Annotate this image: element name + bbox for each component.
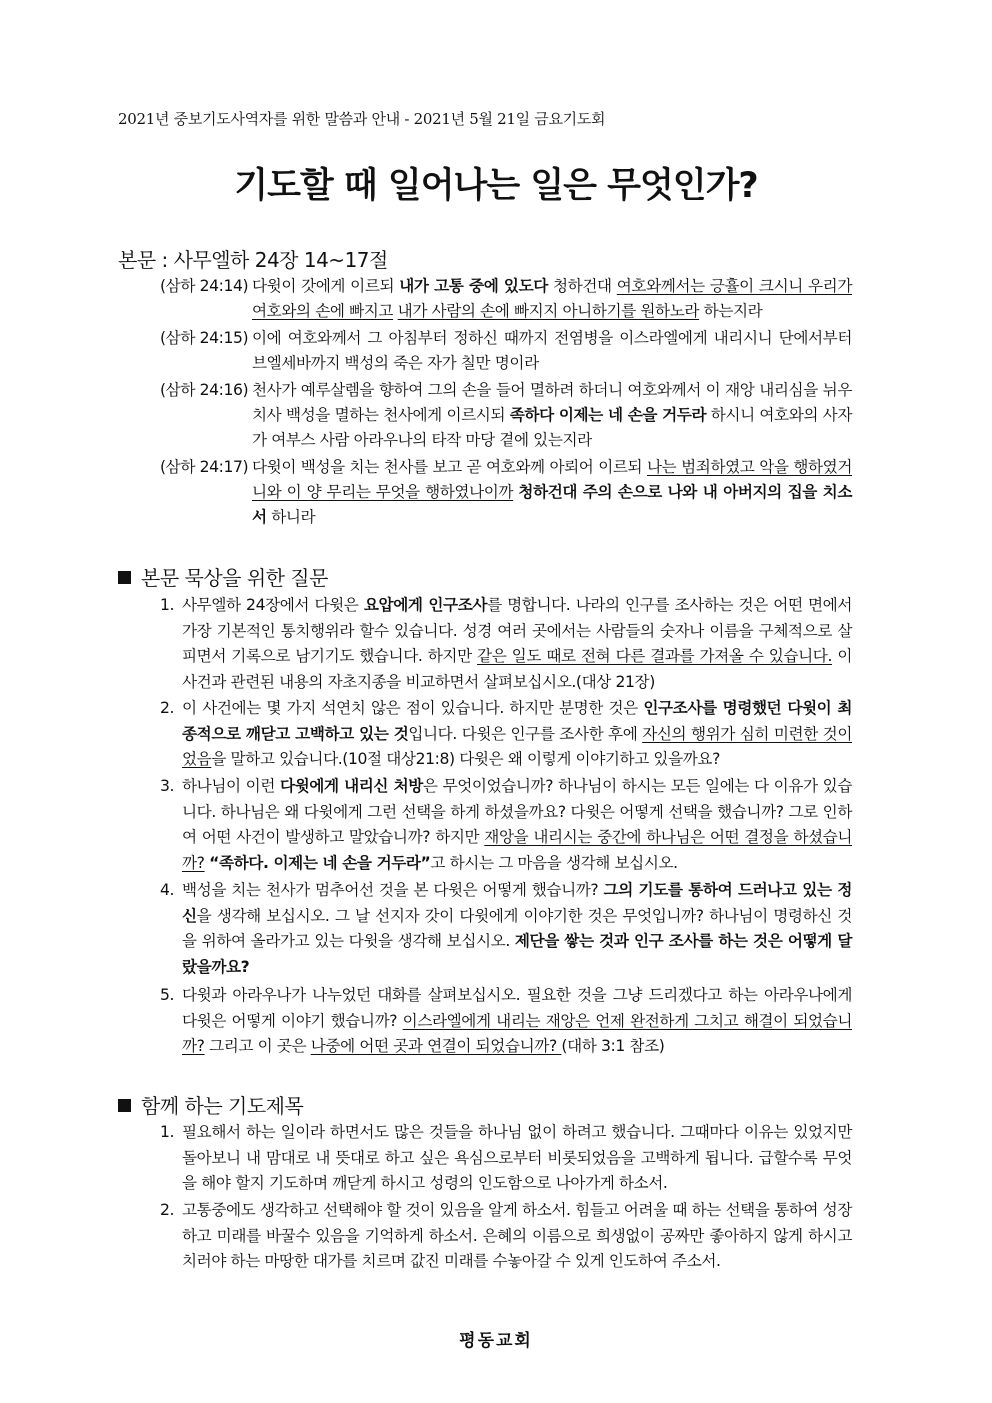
underlined-text: 재앙을 내리시는 중간에 하나님은 어떤 결정을 하셨습니까? — [182, 828, 852, 872]
question-3 — [160, 774, 852, 876]
underlined-text: 나는 범죄하였고 악을 행하였거니와 이 양 무리는 무엇을 행하였나이까 — [252, 458, 852, 501]
text-run: 다윗이 갓에게 이르되 — [252, 277, 400, 295]
bold-text: 다윗에게 내리신 처방 — [279, 777, 423, 795]
item-number: 2. — [160, 699, 175, 717]
verse-ref: (삼하 24:14) — [160, 277, 249, 295]
verse-text — [252, 378, 852, 453]
underlined-text: 여호와께서는 긍휼이 크시니 우리가 여호와의 손에 빠지고 — [252, 277, 852, 320]
text-run: 청하건대 — [547, 277, 617, 295]
bold-text: 내가 고통 중에 있도다 — [399, 277, 548, 295]
verse-24-14 — [160, 274, 852, 324]
page-title: 기도할 때 일어나는 일은 무엇인가? — [234, 166, 758, 206]
text-run: 천사가 예루살렘을 향하여 그의 손을 들어 멸하려 하더니 여호와께서 이 재앙 내리심을 뉘우치사 백성을 멸하는 천사에게 이르시되 — [252, 381, 852, 424]
text-run: 고 하시는 그 마음을 생각해 보십시오. — [430, 853, 678, 872]
item-text — [182, 774, 852, 876]
bold-text: “족하다. 이제는 네 손을 거두라” — [209, 853, 431, 872]
text-run: 다윗이 백성을 치는 천사를 보고 곧 여호와께 아뢰어 이르되 — [252, 458, 647, 476]
question-4 — [160, 878, 852, 980]
item-text — [182, 983, 852, 1060]
item-text — [182, 1198, 852, 1275]
text-run: 그리고 이 곳은 — [204, 1037, 311, 1055]
question-1 — [160, 593, 852, 695]
text-run: 이 사건과 관련된 내용의 자초지종을 비교하면서 살펴보십시오.(대상 21장) — [182, 647, 852, 691]
text-run: 고통중에도 생각하고 선택해야 할 것이 있음을 알게 하소서. 힘들고 어려울 때 하는 선택을 통하여 성장하고 미래를 바꿀수 있음을 기억하게 하소서. 은혜의 이름으로 희생없이 공짜만 좋아하지 않게 하시고 치러야 하는 마땅한 대가를 치르며 값진 미래를 수놓아갈 수 있게 인도하여 주소서. — [182, 1201, 852, 1270]
prayers-heading-label: 함께 하는 기도제목 — [141, 1094, 304, 1118]
prayers-heading — [118, 1090, 303, 1119]
underlined-text: 같은 일도 때로 전혀 다른 결과를 가져올 수 있습니다. — [477, 647, 833, 665]
verse-24-17 — [160, 455, 852, 530]
scripture-heading: 본문 : 사무엘하 24장 14~17절 — [118, 248, 388, 272]
verse-24-15 — [160, 326, 852, 376]
item-text — [182, 696, 852, 773]
underlined-text: 이스라엘에게 내리는 재앙은 언제 완전하게 그치고 해결이 되었습니까? — [182, 1011, 852, 1055]
item-number: 1. — [160, 596, 175, 614]
questions-heading — [118, 562, 328, 591]
verse-ref: (삼하 24:15) — [160, 329, 249, 347]
bold-text: 인구조사를 명령했던 다윗이 최종적으로 깨닫고 고백하고 있는 것 — [182, 699, 852, 743]
item-number: 2. — [160, 1201, 175, 1219]
text-run: 하시니 여호와의 사자가 여부스 사람 아라우나의 타작 마당 곁에 있는지라 — [252, 406, 852, 449]
text-run: 을 말하고 있습니다.(10절 대상21:8) 다윗은 왜 이렇게 이야기하고 있을까요? — [211, 750, 720, 768]
item-text — [182, 878, 852, 980]
underlined-text: 자신의 행위가 심히 미련한 것이었음 — [182, 724, 852, 768]
verse-text — [252, 274, 852, 324]
item-number: 1. — [160, 1123, 175, 1141]
item-text — [182, 1120, 852, 1197]
text-run: 이에 여호와께서 그 아침부터 정하신 때까지 전염병을 이스라엘에게 내리시니 단에서부터 브엘세바까지 백성의 죽은 자가 칠만 명이라 — [252, 329, 852, 372]
bold-text: 청하건대 주의 손으로 나와 내 아버지의 집을 치소서 — [252, 483, 852, 526]
text-run: 을 생각해 보십시오. 그 날 선지자 갓이 다윗에게 이야기한 것은 무엇입니까? 하나님이 명령하신 것을 위하여 올라가고 있는 다윗을 생각해 보십시오. — [182, 906, 852, 950]
question-2 — [160, 696, 852, 773]
verse-text — [252, 455, 852, 530]
questions-heading-label: 본문 묵상을 위한 질문 — [141, 566, 328, 590]
text-run: 사무엘하 24장에서 다윗은 — [182, 596, 364, 614]
bold-text: 요압에게 인구조사 — [363, 596, 488, 614]
item-number: 3. — [160, 777, 175, 795]
prayer-2 — [160, 1198, 852, 1275]
square-bullet-icon — [118, 571, 131, 584]
bold-text: 제단을 쌓는 것과 인구 조사를 하는 것은 어떻게 달랐을까요? — [182, 932, 852, 976]
text-run: 필요해서 하는 일이라 하면서도 많은 것들을 하나님 없이 하려고 했습니다. 그때마다 이유는 있었지만 돌아보니 내 맘대로 내 뜻대로 하고 싶은 욕심으로부터 비롯되었음을 고백하게 됩니다. 급할수록 무엇을 해야 할지 기도하며 깨닫게 하시고 성령의 인도함으로 나아가게 하소서. — [182, 1123, 852, 1192]
underlined-text: 내가 사람의 손에 빠지지 아니하기를 원하노라 — [397, 302, 700, 320]
item-number: 5. — [160, 986, 175, 1004]
underlined-text: 나중에 어떤 곳과 연결이 되었습니까? — [310, 1037, 562, 1055]
text-run: 하니라 — [266, 508, 316, 526]
verse-24-16 — [160, 378, 852, 453]
bold-text: 그의 기도를 통하여 드러나고 있는 정신 — [182, 881, 852, 925]
text-run: 입니다. 다윗은 인구를 조사한 후에 — [408, 724, 643, 743]
verse-ref: (삼하 24:17) — [160, 458, 249, 476]
item-text — [182, 593, 852, 695]
question-5 — [160, 983, 852, 1060]
text-run: 이 사건에는 몇 가지 석연치 않은 점이 있습니다. 하지만 분명한 것은 — [182, 699, 644, 717]
text-run: 다윗과 아라우나가 나누었던 대화를 살펴보십시오. 필요한 것을 그냥 드리겠다고 하는 아라우나에게 다윗은 어떻게 이야기 했습니까? — [182, 986, 852, 1030]
bold-text: 족하다 이제는 네 손을 거두라 — [509, 406, 707, 424]
text-run: (대하 3:1 참조) — [561, 1037, 665, 1055]
prayer-1 — [160, 1120, 852, 1197]
text-run: 하나님이 이런 — [182, 777, 280, 795]
document-header: 2021년 중보기도사역자를 위한 말씀과 안내 - 2021년 5월 21일 금요기도회 — [118, 110, 606, 128]
item-number: 4. — [160, 881, 175, 899]
text-run: 를 명합니다. 나라의 인구를 조사하는 것은 어떤 면에서 가장 기본적인 통치행위라 할수 있습니다. 성경 여러 곳에서는 사람들의 숫자나 이름을 구체적으로 살피면서 기록으로 남기기도 했습니다. 하지만 — [182, 596, 852, 665]
square-bullet-icon — [118, 1099, 131, 1112]
text-run: 은 무엇이었습니까? 하나님이 하시는 모든 일에는 다 이유가 있습니다. 하나님은 왜 다윗에게 그런 선택을 하게 하셨을까요? 다윗은 어떻게 선택을 했습니까? 그로 인하여 어떤 사건이 발생하고 말았습니까? 하지만 — [182, 777, 853, 846]
church-name-footer: 평동교회 — [459, 1331, 533, 1351]
verse-ref: (삼하 24:16) — [160, 381, 249, 399]
text-run: 백성을 치는 천사가 멈추어선 것을 본 다윗은 어떻게 했습니까? — [182, 881, 604, 899]
text-run: 하는지라 — [699, 302, 763, 320]
verse-text — [252, 326, 852, 376]
